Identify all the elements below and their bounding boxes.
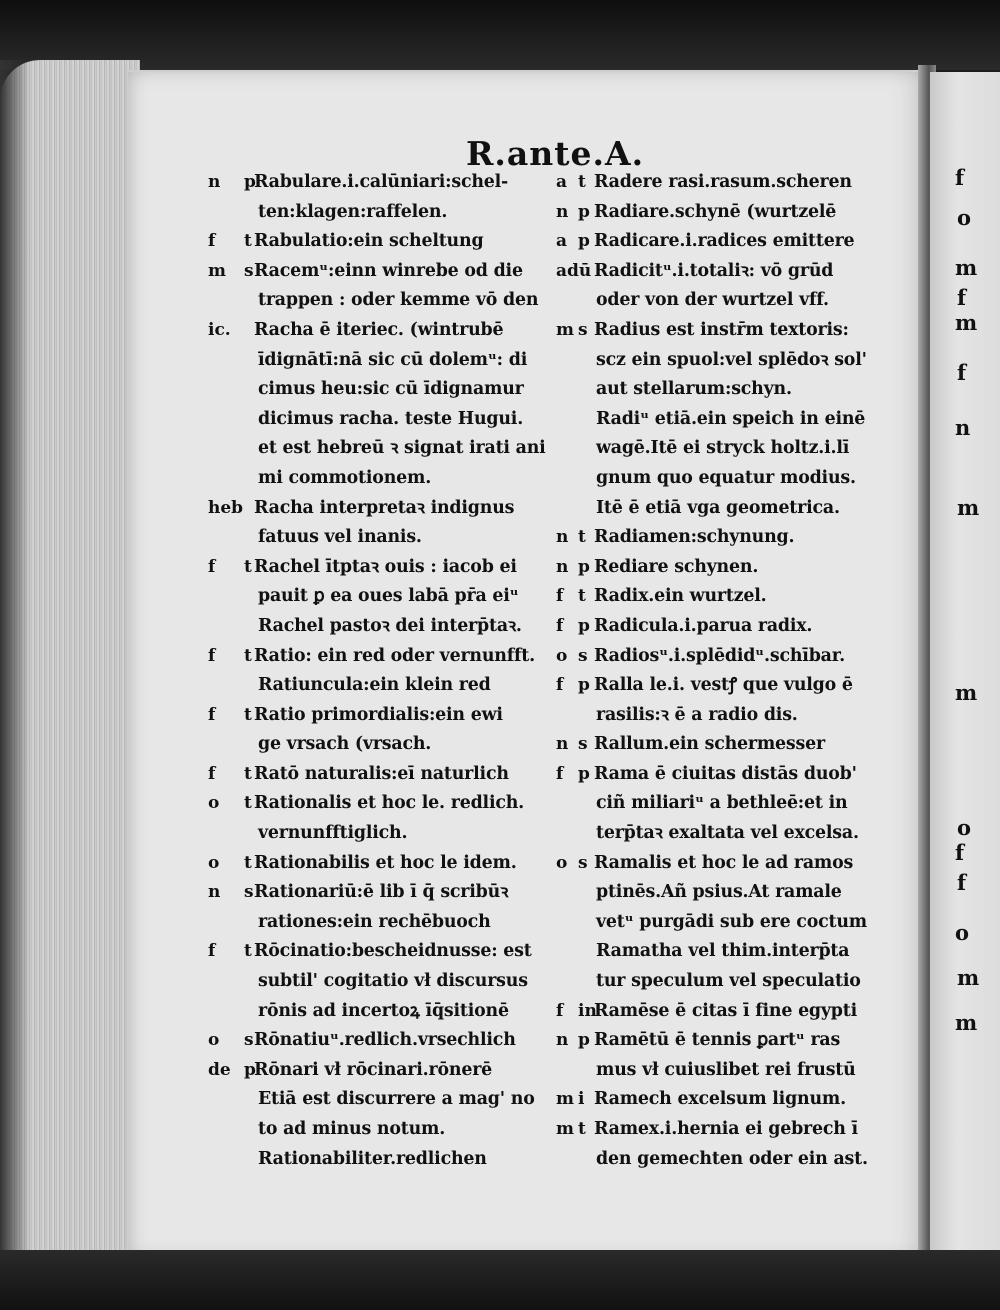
entry-text: et est hebreū ꝛ signat irati ani xyxy=(258,438,546,459)
marginal-letter: m xyxy=(957,495,980,520)
entry-text: Ramech excelsum lignum. xyxy=(594,1089,846,1110)
class-mark: t xyxy=(244,556,252,577)
marginal-letter: o xyxy=(957,815,972,840)
entry-text: Rōcinatio:bescheidnusse: est xyxy=(254,941,532,962)
entry-text: Radicula.i.parua radix. xyxy=(594,615,813,636)
gender-mark: o xyxy=(208,852,220,873)
gender-mark: f xyxy=(208,704,216,725)
gender-mark: m xyxy=(556,1089,574,1110)
entry-text: Rationalis et hoc le. redlich. xyxy=(254,793,525,814)
marginal-letter: f xyxy=(955,840,965,865)
book-background-bottom xyxy=(0,1250,1000,1310)
gender-mark: f xyxy=(208,556,216,577)
entry-text: Radiᵘ etiā.ein speich in einē xyxy=(596,408,866,429)
gender-mark: f xyxy=(556,675,564,696)
entry-text: Rachel pastoꝛ dei interp̄taꝛ. xyxy=(258,615,522,636)
gender-mark: f xyxy=(556,615,564,636)
entry-text: Ratō naturalis:eī naturlich xyxy=(254,763,509,784)
gender-mark: f xyxy=(208,645,216,666)
entry-text: to ad minus notum. xyxy=(258,1119,446,1139)
class-mark: p xyxy=(578,1030,590,1051)
gender-mark: m xyxy=(208,260,226,281)
entry-text: Etiā est discurrere a mag' no xyxy=(258,1089,535,1110)
entry-text: Ramex.i.hernia ei gebrech ī xyxy=(594,1119,858,1139)
marginal-letter: m xyxy=(955,310,978,335)
entry-text: Radicare.i.radices emittere xyxy=(594,231,855,252)
entry-text: Racha interpretaꝛ indignus xyxy=(254,497,515,518)
entry-text: Rōnari vł rōcinari.rōnerē xyxy=(254,1059,493,1080)
entry-text: mus vł cuiuslibet rei frustū xyxy=(596,1059,856,1080)
entry-text: Rachel ītptaꝛ ouis : iacob ei xyxy=(254,556,517,577)
class-mark: s xyxy=(244,260,254,281)
marginal-letter: f xyxy=(955,165,965,190)
entry-text: Ratio: ein red oder vernunfft. xyxy=(254,645,535,666)
entry-text: ge vrsach (vrsach. xyxy=(258,734,432,755)
entry-text: scz ein spuol:vel splēdoꝛ sol' xyxy=(596,349,867,370)
gender-mark: heb xyxy=(208,497,244,518)
entry-text: vernunfftiglich. xyxy=(258,823,408,844)
entry-text: īdignātī:nā sic cū dolemᵘ: di xyxy=(258,349,528,370)
class-mark: s xyxy=(578,319,588,340)
entry-text: Ramalis et hoc le ad ramos xyxy=(594,852,854,873)
class-mark: t xyxy=(244,704,252,725)
entry-text: Racha ē iteriec. (wintrubē xyxy=(254,319,504,340)
entry-text: Rōnatiuᵘ.redlich.vrsechlich xyxy=(254,1030,516,1051)
gender-mark: o xyxy=(556,852,568,873)
entry-text: Rabulare.i.calūniari:schel- xyxy=(254,172,509,192)
class-mark: s xyxy=(244,1030,254,1051)
gender-mark: f xyxy=(556,586,564,607)
class-mark: t xyxy=(578,1119,586,1139)
entry-text: gnum quo equatur modius. xyxy=(596,467,856,488)
gender-mark: n xyxy=(208,882,221,903)
marginal-letter: f xyxy=(957,285,967,310)
class-mark: s xyxy=(578,852,588,873)
gender-mark: f xyxy=(208,231,216,252)
class-mark: t xyxy=(244,645,252,666)
gender-mark: f xyxy=(556,1000,564,1021)
gender-mark: a xyxy=(556,231,568,252)
class-mark: p xyxy=(244,1059,256,1080)
entry-text: Rabulatio:ein scheltung xyxy=(254,231,484,252)
entry-text: Rama ē ciuitas distās duob' xyxy=(594,763,857,784)
entry-text: Ramatha vel thim.interp̄ta xyxy=(596,941,850,962)
entry-text: rasilis:ꝛ ē a radio dis. xyxy=(596,704,798,725)
gender-mark: n xyxy=(556,1030,569,1051)
entry-text: Racemᵘ:einn winrebe od die xyxy=(254,260,523,281)
gender-mark: m xyxy=(556,1119,574,1139)
entry-text: rōnis ad incertoꝝ īq̄sitionē xyxy=(258,1000,509,1021)
entry-text: ptinēs.Añ psius.At ramale xyxy=(596,882,842,903)
entry-text: Ralla le.i. vestꝭ que vulgo ē xyxy=(594,675,853,696)
class-mark: t xyxy=(244,763,252,784)
entry-text: Radiamen:schynung. xyxy=(594,527,795,548)
entry-text: den gemechten oder ein ast. xyxy=(596,1148,868,1169)
gender-mark: n xyxy=(556,734,569,755)
marginal-letter: o xyxy=(957,205,972,230)
class-mark: p xyxy=(578,231,590,252)
marginal-letter: n xyxy=(955,415,971,440)
class-mark: t xyxy=(244,852,252,873)
gender-mark: n xyxy=(556,201,569,222)
entry-text: subtil' cogitatio vł discursus xyxy=(258,971,528,992)
gender-mark: f xyxy=(208,763,216,784)
entry-text: Radicitᵘ.i.totaliꝛ: vō grūd xyxy=(594,260,834,281)
class-mark: t xyxy=(578,172,586,192)
gender-mark: f xyxy=(208,941,216,962)
marginal-letter: f xyxy=(957,870,967,895)
entry-text: rationes:ein rechēbuoch xyxy=(258,911,491,932)
marginal-letter: m xyxy=(957,965,980,990)
entry-text: dicimus racha. teste Hugui. xyxy=(258,408,524,429)
entry-text: Rationabiliter.redlichen xyxy=(258,1148,487,1169)
marginal-letter: m xyxy=(955,1010,978,1035)
entry-text: ciñ miliariᵘ a bethleē:et in xyxy=(596,793,848,814)
entry-text: cimus heu:sic cū īdignamur xyxy=(258,379,524,400)
entry-text: Rationariū:ē lib ī q̄ scribūꝛ xyxy=(254,882,509,903)
entry-text: ten:klagen:raffelen. xyxy=(258,201,448,222)
gender-mark: o xyxy=(208,1030,220,1051)
entry-text: Ramētū ē tennis ꝑartᵘ ras xyxy=(594,1030,841,1051)
gender-mark: n xyxy=(208,172,221,192)
entry-text: Radere rasi.rasum.scheren xyxy=(594,172,852,192)
gender-mark: n xyxy=(556,556,569,577)
class-mark: in xyxy=(578,1000,597,1021)
gender-mark: n xyxy=(556,527,569,548)
entry-text: Radix.ein wurtzel. xyxy=(594,586,767,607)
next-page-edge xyxy=(930,72,1000,1252)
marginal-letter: o xyxy=(955,920,970,945)
class-mark: p xyxy=(578,675,590,696)
class-mark: s xyxy=(244,882,254,903)
entry-text: trappen : oder kemme vō den xyxy=(258,290,539,311)
class-mark: s xyxy=(578,734,588,755)
entry-text: mi commotionem. xyxy=(258,467,432,488)
entry-text: Itē ē etiā vga geometrica. xyxy=(596,497,840,518)
page-edges-shadow xyxy=(0,60,30,1260)
entry-text: Rallum.ein schermesser xyxy=(594,734,825,755)
class-mark: s xyxy=(578,645,588,666)
class-mark: t xyxy=(578,586,586,607)
class-mark: t xyxy=(244,231,252,252)
entry-text: vetᵘ purgādi sub ere coctum xyxy=(596,911,867,932)
entry-text: Ramēse ē citas ī fine egypti xyxy=(594,1000,857,1021)
gender-mark: de xyxy=(208,1059,231,1080)
entry-text: terp̄taꝛ exaltata vel excelsa. xyxy=(596,823,859,844)
entry-text: tur speculum vel speculatio xyxy=(596,971,861,992)
marginal-letter: m xyxy=(955,255,978,280)
entry-text: fatuus vel inanis. xyxy=(258,527,422,548)
class-mark: p xyxy=(578,556,590,577)
class-mark: t xyxy=(578,527,586,548)
class-mark: p xyxy=(578,201,590,222)
marginal-letter: m xyxy=(955,680,978,705)
gender-mark: ic. xyxy=(208,319,231,340)
entry-text: Radiosᵘ.i.splēdidᵘ.schībar. xyxy=(594,645,845,666)
class-mark: p xyxy=(578,615,590,636)
gender-mark: a xyxy=(556,172,568,192)
page-heading: R.ante.A. xyxy=(466,134,645,173)
class-mark: t xyxy=(244,793,252,814)
entry-text: Rediare schynen. xyxy=(594,556,759,577)
entry-text: aut stellarum:schyn. xyxy=(596,379,792,400)
entry-text: Radius est instr̄m textoris: xyxy=(594,319,849,340)
gender-mark: m xyxy=(556,319,574,340)
entry-text: Ratio primordialis:ein ewi xyxy=(254,704,503,725)
marginal-letter: f xyxy=(957,360,967,385)
book-background-top xyxy=(0,0,1000,70)
gender-mark: o xyxy=(208,793,220,814)
class-mark: t xyxy=(244,941,252,962)
entry-text: wagē.Itē ei stryck holtz.i.lī xyxy=(596,438,850,459)
class-mark: p xyxy=(244,172,256,192)
gender-mark: f xyxy=(556,763,564,784)
entry-text: Rationabilis et hoc le idem. xyxy=(254,852,517,873)
class-mark: p xyxy=(578,763,590,784)
entry-text: Radiare.schynē (wurtzelē xyxy=(594,201,837,222)
entry-text: oder von der wurtzel vff. xyxy=(596,290,829,311)
gender-mark: o xyxy=(556,645,568,666)
entry-text: Ratiuncula:ein klein red xyxy=(258,675,491,696)
gender-mark: adū xyxy=(556,260,592,281)
entry-text: pauit ꝑ ea oues labā pr̄a eiᵘ xyxy=(258,586,519,607)
class-mark: i xyxy=(578,1089,585,1110)
